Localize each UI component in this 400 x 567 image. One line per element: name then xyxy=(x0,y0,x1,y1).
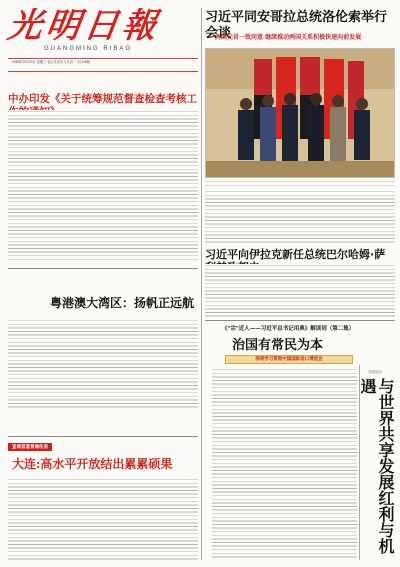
gba-headline[interactable]: 粤港澳大湾区：扬帆正远航 xyxy=(50,296,195,310)
section-tag: 宣城首套普通住房 xyxy=(8,443,52,451)
column-divider xyxy=(359,365,360,560)
commentary-headline[interactable]: 治国有常民为本 xyxy=(232,338,324,353)
iraq-article-body xyxy=(205,264,395,318)
dalian-article-body xyxy=(8,478,198,560)
logo-pinyin: GUANGMING RIBAO xyxy=(44,46,133,52)
column-divider xyxy=(201,8,202,560)
main-headline[interactable]: 习近平同安哥拉总统洛伦索举行会谈 xyxy=(205,10,388,41)
forum-tag: 光明论坛 xyxy=(368,370,382,374)
divider xyxy=(8,436,198,437)
commentary-kicker: 《"宗"近人——习近平总书记用典》解读词（第二集） xyxy=(222,326,355,332)
lead-photo xyxy=(205,48,395,178)
gba-article-body xyxy=(8,319,198,409)
dateline-text: 2018年10月10日 星期三 农历戊戌年九月初二 今日16版 xyxy=(12,60,90,64)
dateline-bar xyxy=(8,58,198,72)
photo-caption xyxy=(205,180,395,188)
lead-photo-illustration xyxy=(206,49,395,178)
lead-meeting-body xyxy=(205,190,395,244)
main-subheadline: 两国元首一致同意 继续推动两国关系积极快速向前发展 xyxy=(215,34,362,41)
divider xyxy=(8,268,198,269)
iraq-headline[interactable]: 习近平向伊拉克新任总统巴尔哈姆·萨 xyxy=(205,248,386,261)
commentary-tag: 深刻学习贯彻中国国际进口博览会 xyxy=(225,355,353,364)
dalian-headline[interactable]: 大连:高水平开放结出累累硕果 xyxy=(12,457,173,471)
vertical-headline[interactable]: 与世界共享发展红利与机遇 xyxy=(358,378,395,554)
divider xyxy=(205,320,395,321)
commentary-body xyxy=(212,368,357,560)
lead-article-body xyxy=(8,110,198,260)
newspaper-logo: 光明日報 xyxy=(5,6,163,46)
lead-headline[interactable]: 中办印发《关于统筹规范督查检查考核工 xyxy=(8,93,197,105)
